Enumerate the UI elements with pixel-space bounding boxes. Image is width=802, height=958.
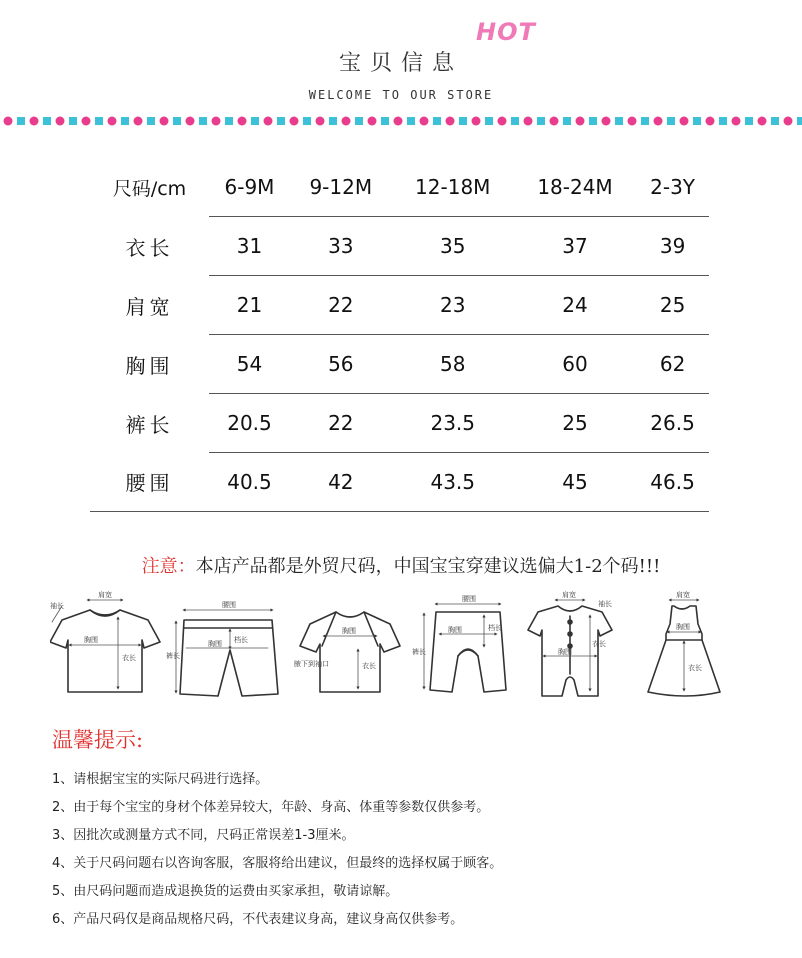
length-label-raglan: 衣长 (362, 662, 376, 670)
divider-dot (186, 117, 195, 126)
chest-label-shorts: 胸围 (208, 640, 222, 648)
tshirt-diagram (50, 590, 160, 692)
crotch-label-romper: 档长 (488, 624, 502, 632)
pants-length-label-romper: 裤长 (412, 648, 426, 656)
divider-dot (693, 117, 701, 125)
divider-dot (69, 117, 77, 125)
divider-dot (550, 117, 559, 126)
size-table (90, 158, 709, 512)
table-cell: 56 (290, 335, 392, 394)
divider-dot (355, 117, 363, 125)
divider-dot (602, 117, 611, 126)
size-column-header: 12-18M (392, 158, 514, 217)
shorts-diagram (166, 600, 278, 696)
notice-label: 注意： (141, 556, 196, 577)
table-cell: 62 (636, 335, 709, 394)
table-cell: 31 (209, 217, 290, 276)
size-column-header: 2-3Y (636, 158, 709, 217)
table-cell: 43.5 (392, 453, 514, 512)
table-row (90, 394, 709, 453)
shoulder-label-dress: 肩宽 (676, 591, 690, 599)
divider-dot (4, 117, 13, 126)
list-item: 3、因批次或测量方式不同，尺码正常误差1-3厘米。 (52, 828, 355, 843)
table-cell: 46.5 (636, 453, 709, 512)
divider-dot (563, 117, 571, 125)
crotch-label: 档长 (234, 636, 248, 644)
table-cell: 26.5 (636, 394, 709, 453)
table-cell: 25 (636, 276, 709, 335)
list-item: 2、由于每个宝宝的身材个体差异较大，年龄、身高、体重等参数仅供参考。 (52, 800, 490, 815)
size-column-header: 9-12M (290, 158, 392, 217)
chest-label-romper: 胸围 (448, 626, 462, 634)
pants-length-label: 裤长 (166, 652, 180, 660)
divider-dot (134, 117, 143, 126)
row-label: 肩宽 (125, 294, 174, 319)
divider-dot (108, 117, 117, 126)
raglan-tee-diagram (294, 612, 400, 692)
chest-label-dress: 胸围 (676, 623, 690, 631)
divider-dot (17, 117, 25, 125)
shoulder-label: 肩宽 (98, 591, 112, 599)
chest-label: 胸围 (84, 636, 98, 644)
table-cell: 20.5 (209, 394, 290, 453)
divider-dot (654, 117, 663, 126)
dotted-divider (0, 115, 802, 127)
size-column-header: 6-9M (209, 158, 290, 217)
divider-dot (407, 117, 415, 125)
table-cell: 23 (392, 276, 514, 335)
table-cell: 42 (290, 453, 392, 512)
length-label-dress: 衣长 (688, 664, 702, 672)
divider-dot (537, 117, 545, 125)
waist-label-romper: 腰围 (462, 595, 476, 603)
divider-dot (56, 117, 65, 126)
divider-dot (394, 117, 403, 126)
row-label: 胸围 (125, 353, 174, 378)
table-cell: 22 (290, 394, 392, 453)
divider-dot (173, 117, 181, 125)
divider-dot (316, 117, 325, 126)
waist-label: 腰围 (222, 601, 236, 609)
divider-dot (30, 117, 39, 126)
divider-dot (43, 117, 51, 125)
table-cell: 39 (636, 217, 709, 276)
divider-dot (251, 117, 259, 125)
divider-dot (498, 117, 507, 126)
romper-pants-diagram (412, 594, 506, 692)
table-cell: 40.5 (209, 453, 290, 512)
table-cell: 45 (514, 453, 636, 512)
page-title: 宝贝信息 (338, 51, 463, 76)
divider-dot (732, 117, 741, 126)
table-row (90, 276, 709, 335)
divider-dot (511, 117, 519, 125)
table-cell: 21 (209, 276, 290, 335)
armpit-label: 腋下到袖口 (294, 660, 329, 668)
table-cell: 23.5 (392, 394, 514, 453)
divider-dot (615, 117, 623, 125)
divider-dot (459, 117, 467, 125)
table-row (90, 453, 709, 512)
divider-dot (680, 117, 689, 126)
divider-dot (277, 117, 285, 125)
tips-list (52, 766, 752, 934)
sleeve-label-romper: 袖长 (598, 600, 612, 608)
table-cell: 24 (514, 276, 636, 335)
divider-dot (446, 117, 455, 126)
divider-dot (524, 117, 533, 126)
divider-dot (225, 117, 233, 125)
divider-dot (797, 117, 802, 125)
table-cell: 25 (514, 394, 636, 453)
divider-dot (342, 117, 351, 126)
chest-label-romper2: 胸围 (558, 648, 572, 656)
table-row (90, 217, 709, 276)
divider-dot (745, 117, 753, 125)
table-cell: 22 (290, 276, 392, 335)
divider-dot (121, 117, 129, 125)
divider-dot (641, 117, 649, 125)
divider-dot (160, 117, 169, 126)
divider-dot (433, 117, 441, 125)
divider-dot (95, 117, 103, 125)
row-label: 衣长 (125, 235, 174, 260)
size-column-header: 18-24M (514, 158, 636, 217)
divider-dot (381, 117, 389, 125)
notice-text: 本店产品都是外贸尺码，中国宝宝穿建议选偏大1-2个码!!! (195, 556, 661, 577)
table-cell: 54 (209, 335, 290, 394)
divider-dot (199, 117, 207, 125)
divider-dot (303, 117, 311, 125)
divider-dot (238, 117, 247, 126)
list-item: 1、请根据宝宝的实际尺码进行选择。 (52, 772, 269, 787)
dress-diagram (648, 590, 720, 696)
size-notice (0, 552, 802, 578)
length-label: 衣长 (122, 654, 136, 662)
divider-dot (368, 117, 377, 126)
size-table-header-row (90, 158, 709, 217)
table-row (90, 335, 709, 394)
row-label: 裤长 (125, 412, 174, 437)
divider-dot (771, 117, 779, 125)
hot-badge: HOT (476, 18, 536, 46)
divider-dot (264, 117, 273, 126)
row-label: 腰围 (90, 453, 209, 512)
divider-dot (758, 117, 767, 126)
table-cell: 58 (392, 335, 514, 394)
divider-dot (290, 117, 299, 126)
chest-label-raglan: 胸围 (342, 627, 356, 635)
divider-dot (628, 117, 637, 126)
table-cell: 37 (514, 217, 636, 276)
divider-dot (212, 117, 221, 126)
page-header (0, 0, 802, 140)
divider-dot (485, 117, 493, 125)
divider-dot (719, 117, 727, 125)
divider-dot (472, 117, 481, 126)
divider-dot (147, 117, 155, 125)
divider-dot (667, 117, 675, 125)
list-item: 6、产品尺码仅是商品规格尺码，不代表建议身高，建议身高仅供参考。 (52, 912, 464, 927)
divider-dot (420, 117, 429, 126)
shoulder-label-romper: 肩宽 (562, 591, 576, 599)
divider-dot (784, 117, 793, 126)
table-cell: 33 (290, 217, 392, 276)
measurement-diagrams (50, 590, 750, 708)
sleeve-label: 袖长 (50, 602, 64, 610)
list-item: 4、关于尺码问题右以咨询客服，客服将给出建议，但最终的选择权属于顾客。 (52, 856, 503, 871)
divider-dot (589, 117, 597, 125)
size-table-corner-label: 尺码/cm (112, 177, 187, 200)
table-cell: 60 (514, 335, 636, 394)
romper-diagram (528, 590, 612, 696)
welcome-subtitle: WELCOME TO OUR STORE (308, 88, 494, 102)
length-label-romper: 衣长 (592, 640, 606, 648)
divider-dot (82, 117, 91, 126)
tips-title: 温馨提示: (52, 728, 144, 752)
divider-dot (706, 117, 715, 126)
table-cell: 35 (392, 217, 514, 276)
divider-dot (576, 117, 585, 126)
list-item: 5、由尺码问题而造成退换货的运费由买家承担，敬请谅解。 (52, 884, 399, 899)
divider-dot (329, 117, 337, 125)
